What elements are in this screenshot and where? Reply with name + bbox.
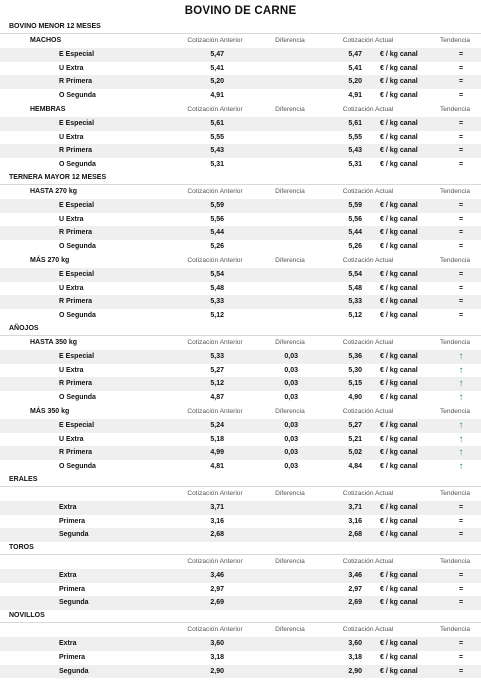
value-anterior: 5,47 [210, 50, 224, 58]
value-unit: € / kg canal [380, 78, 418, 86]
value-anterior: 5,61 [210, 119, 224, 127]
header-diferencia: Diferencia [275, 256, 305, 264]
column-header-row [0, 185, 481, 199]
value-unit: € / kg canal [380, 161, 418, 169]
value-unit: € / kg canal [380, 599, 418, 607]
value-anterior: 5,31 [210, 161, 224, 169]
column-header-row [0, 336, 481, 350]
section-title: TOROS [0, 542, 481, 555]
value-unit: € / kg canal [380, 352, 418, 360]
row-label: E Especial [59, 119, 95, 127]
table-row [0, 569, 481, 583]
value-anterior: 5,33 [210, 298, 224, 306]
section-title: ERALES [0, 474, 481, 487]
value-anterior: 2,69 [210, 599, 224, 607]
value-unit: € / kg canal [380, 380, 418, 388]
header-diferencia: Diferencia [275, 338, 305, 346]
value-unit: € / kg canal [380, 449, 418, 457]
equal-icon: = [458, 229, 464, 237]
value-diferencia: 0,03 [284, 380, 298, 388]
header-tendencia: Tendencia [439, 626, 471, 634]
value-unit: € / kg canal [380, 503, 418, 511]
arrow-up-icon: ↑ [458, 461, 464, 473]
value-anterior: 5,24 [210, 421, 224, 429]
value-anterior: 5,26 [210, 243, 224, 251]
equal-icon: = [458, 92, 464, 100]
value-diferencia: 0,03 [284, 352, 298, 360]
header-diferencia: Diferencia [275, 37, 305, 44]
header-diferencia: Diferencia [275, 489, 305, 497]
arrow-up-icon: ↑ [458, 392, 464, 404]
equal-icon: = [458, 215, 464, 223]
value-actual: 2,97 [348, 585, 362, 593]
value-actual: 5,15 [348, 380, 362, 388]
table-row [0, 460, 481, 474]
value-unit: € / kg canal [380, 640, 418, 648]
header-anterior: Cotización Anterior [187, 407, 243, 415]
table-row [0, 446, 481, 460]
header-tendencia: Tendencia [439, 338, 471, 346]
value-actual: 5,20 [348, 78, 362, 86]
row-label: Segunda [59, 531, 89, 539]
table-row [0, 282, 481, 296]
column-header-row [0, 555, 481, 569]
value-unit: € / kg canal [380, 201, 418, 209]
value-anterior: 5,20 [210, 78, 224, 86]
value-anterior: 3,16 [210, 517, 224, 525]
value-actual: 3,71 [348, 503, 362, 511]
row-label: Segunda [59, 667, 89, 675]
value-actual: 2,68 [348, 531, 362, 539]
header-diferencia: Diferencia [275, 626, 305, 634]
header-diferencia: Diferencia [275, 187, 305, 195]
value-actual: 5,27 [348, 421, 362, 429]
header-tendencia: Tendencia [439, 256, 471, 264]
header-tendencia: Tendencia [439, 558, 471, 566]
value-unit: € / kg canal [380, 284, 418, 292]
row-label: E Especial [59, 421, 95, 429]
equal-icon: = [458, 667, 464, 675]
row-label: R Primera [59, 147, 93, 155]
value-unit: € / kg canal [380, 571, 418, 579]
header-actual: Cotización Actual [342, 489, 394, 497]
value-unit: € / kg canal [380, 270, 418, 278]
row-label: O Segunda [59, 92, 96, 100]
section-title: BOVINO MENOR 12 MESES [0, 21, 481, 34]
value-unit: € / kg canal [380, 585, 418, 593]
header-actual: Cotización Actual [342, 558, 394, 566]
table-row [0, 637, 481, 651]
table-row [0, 62, 481, 76]
row-label: Extra [59, 571, 77, 579]
row-label: Primera [59, 517, 86, 525]
column-header-row [0, 254, 481, 268]
header-actual: Cotización Actual [342, 187, 394, 195]
table-row [0, 117, 481, 131]
table-row [0, 515, 481, 529]
value-unit: € / kg canal [380, 517, 418, 525]
column-header-row [0, 623, 481, 637]
row-label: Primera [59, 585, 86, 593]
equal-icon: = [458, 298, 464, 306]
row-label: O Segunda [59, 312, 96, 320]
value-anterior: 5,33 [210, 352, 224, 360]
equal-icon: = [458, 119, 464, 127]
header-actual: Cotización Actual [342, 37, 394, 44]
value-diferencia: 0,03 [284, 366, 298, 374]
arrow-up-icon: ↑ [458, 378, 464, 390]
row-label: E Especial [59, 270, 95, 278]
value-actual: 4,91 [348, 92, 362, 100]
value-diferencia: 0,03 [284, 449, 298, 457]
value-unit: € / kg canal [380, 229, 418, 237]
equal-icon: = [458, 312, 464, 320]
value-anterior: 5,43 [210, 147, 224, 155]
price-table [0, 21, 481, 678]
value-anterior: 4,99 [210, 449, 224, 457]
row-label: Extra [59, 503, 77, 511]
equal-icon: = [458, 243, 464, 251]
equal-icon: = [458, 147, 464, 155]
value-actual: 5,56 [348, 215, 362, 223]
equal-icon: = [458, 585, 464, 593]
table-row [0, 131, 481, 145]
row-label: O Segunda [59, 463, 96, 471]
column-header-row [0, 103, 481, 117]
row-label: O Segunda [59, 243, 96, 251]
table-row [0, 433, 481, 447]
table-row [0, 89, 481, 103]
row-label: U Extra [59, 366, 84, 374]
page-title: BOVINO DE CARNE [184, 5, 297, 17]
row-label: R Primera [59, 229, 93, 237]
header-anterior: Cotización Anterior [187, 626, 243, 634]
arrow-up-icon: ↑ [458, 364, 464, 376]
table-row [0, 268, 481, 282]
row-label: O Segunda [59, 161, 96, 169]
value-actual: 5,02 [348, 449, 362, 457]
header-anterior: Cotización Anterior [187, 37, 243, 44]
value-actual: 3,16 [348, 517, 362, 525]
equal-icon: = [458, 503, 464, 511]
header-actual: Cotización Actual [342, 338, 394, 346]
value-diferencia: 0,03 [284, 421, 298, 429]
value-anterior: 2,97 [210, 585, 224, 593]
value-unit: € / kg canal [380, 394, 418, 402]
value-anterior: 5,27 [210, 366, 224, 374]
table-row [0, 350, 481, 364]
equal-icon: = [458, 64, 464, 72]
value-unit: € / kg canal [380, 133, 418, 141]
table-row [0, 583, 481, 597]
section-title: AÑOJOS [0, 323, 481, 336]
value-actual: 5,31 [348, 161, 362, 169]
value-actual: 5,26 [348, 243, 362, 251]
value-actual: 5,47 [348, 50, 362, 58]
value-actual: 4,84 [348, 463, 362, 471]
equal-icon: = [458, 531, 464, 539]
value-anterior: 5,12 [210, 312, 224, 320]
table-row [0, 651, 481, 665]
table-row [0, 48, 481, 62]
value-unit: € / kg canal [380, 312, 418, 320]
value-actual: 3,46 [348, 571, 362, 579]
header-diferencia: Diferencia [275, 558, 305, 566]
value-actual: 5,30 [348, 366, 362, 374]
column-header-row [0, 487, 481, 501]
table-row [0, 596, 481, 610]
equal-icon: = [458, 50, 464, 58]
value-anterior: 5,59 [210, 201, 224, 209]
arrow-up-icon: ↑ [458, 419, 464, 431]
value-actual: 5,54 [348, 270, 362, 278]
equal-icon: = [458, 640, 464, 648]
value-anterior: 2,90 [210, 667, 224, 675]
value-unit: € / kg canal [380, 531, 418, 539]
row-label: R Primera [59, 449, 93, 457]
equal-icon: = [458, 78, 464, 86]
row-label: U Extra [59, 64, 84, 72]
value-anterior: 5,44 [210, 229, 224, 237]
table-row [0, 226, 481, 240]
header-actual: Cotización Actual [342, 626, 394, 634]
value-unit: € / kg canal [380, 92, 418, 100]
group-title: HASTA 270 kg [30, 187, 78, 195]
row-label: O Segunda [59, 394, 96, 402]
value-unit: € / kg canal [380, 215, 418, 223]
value-actual: 5,48 [348, 284, 362, 292]
table-row [0, 391, 481, 405]
header-tendencia: Tendencia [439, 489, 471, 497]
value-actual: 5,21 [348, 435, 362, 443]
value-unit: € / kg canal [380, 421, 418, 429]
header-diferencia: Diferencia [275, 105, 305, 113]
value-actual: 5,61 [348, 119, 362, 127]
header-actual: Cotización Actual [342, 407, 394, 415]
column-header-row [0, 405, 481, 419]
table-row [0, 419, 481, 433]
row-label: U Extra [59, 435, 84, 443]
equal-icon: = [458, 517, 464, 525]
arrow-up-icon: ↑ [458, 447, 464, 459]
header-anterior: Cotización Anterior [187, 338, 243, 346]
table-row [0, 364, 481, 378]
table-row [0, 144, 481, 158]
equal-icon: = [458, 599, 464, 607]
equal-icon: = [458, 653, 464, 661]
row-label: U Extra [59, 215, 84, 223]
row-label: U Extra [59, 133, 84, 141]
equal-icon: = [458, 133, 464, 141]
value-anterior: 5,55 [210, 133, 224, 141]
header-actual: Cotización Actual [342, 105, 394, 113]
section-title: TERNERA MAYOR 12 MESES [0, 172, 481, 185]
arrow-up-icon: ↑ [458, 350, 464, 362]
row-label: E Especial [59, 50, 95, 58]
value-actual: 5,36 [348, 352, 362, 360]
value-actual: 2,69 [348, 599, 362, 607]
table-row [0, 528, 481, 542]
row-label: R Primera [59, 298, 93, 306]
section-title: NOVILLOS [0, 610, 481, 623]
value-anterior: 5,56 [210, 215, 224, 223]
value-anterior: 5,48 [210, 284, 224, 292]
equal-icon: = [458, 571, 464, 579]
equal-icon: = [458, 284, 464, 292]
group-title: MACHOS [30, 37, 62, 44]
header-diferencia: Diferencia [275, 407, 305, 415]
value-diferencia: 0,03 [284, 435, 298, 443]
value-unit: € / kg canal [380, 50, 418, 58]
value-anterior: 3,71 [210, 503, 224, 511]
table-row [0, 158, 481, 172]
value-actual: 5,44 [348, 229, 362, 237]
row-label: R Primera [59, 78, 93, 86]
value-actual: 5,55 [348, 133, 362, 141]
value-anterior: 2,68 [210, 531, 224, 539]
header-tendencia: Tendencia [439, 37, 471, 44]
arrow-up-icon: ↑ [458, 433, 464, 445]
table-row [0, 665, 481, 679]
value-anterior: 5,54 [210, 270, 224, 278]
value-unit: € / kg canal [380, 667, 418, 675]
table-row [0, 309, 481, 323]
header-anterior: Cotización Anterior [187, 187, 243, 195]
table-row [0, 199, 481, 213]
group-title: MÁS 270 kg [30, 256, 70, 264]
equal-icon: = [458, 201, 464, 209]
table-row [0, 75, 481, 89]
value-unit: € / kg canal [380, 463, 418, 471]
value-anterior: 3,18 [210, 653, 224, 661]
value-anterior: 3,46 [210, 571, 224, 579]
value-unit: € / kg canal [380, 243, 418, 251]
value-anterior: 5,41 [210, 64, 224, 72]
value-diferencia: 0,03 [284, 463, 298, 471]
value-actual: 2,90 [348, 667, 362, 675]
title-bar [0, 0, 481, 22]
header-tendencia: Tendencia [439, 407, 471, 415]
value-anterior: 4,81 [210, 463, 224, 471]
value-unit: € / kg canal [380, 366, 418, 374]
group-title: MÁS 350 kg [30, 407, 70, 415]
table-row [0, 377, 481, 391]
value-actual: 4,90 [348, 394, 362, 402]
value-actual: 5,43 [348, 147, 362, 155]
value-actual: 3,60 [348, 640, 362, 648]
header-tendencia: Tendencia [439, 105, 471, 113]
value-actual: 5,12 [348, 312, 362, 320]
value-anterior: 5,18 [210, 435, 224, 443]
table-row [0, 213, 481, 227]
value-unit: € / kg canal [380, 147, 418, 155]
value-diferencia: 0,03 [284, 394, 298, 402]
column-header-row [0, 34, 481, 48]
value-actual: 5,59 [348, 201, 362, 209]
row-label: U Extra [59, 284, 84, 292]
row-label: E Especial [59, 352, 95, 360]
header-anterior: Cotización Anterior [187, 256, 243, 264]
value-unit: € / kg canal [380, 653, 418, 661]
value-anterior: 4,87 [210, 394, 224, 402]
row-label: E Especial [59, 201, 95, 209]
value-actual: 5,33 [348, 298, 362, 306]
table-row [0, 295, 481, 309]
row-label: Segunda [59, 599, 89, 607]
value-anterior: 4,91 [210, 92, 224, 100]
value-actual: 5,41 [348, 64, 362, 72]
value-anterior: 5,12 [210, 380, 224, 388]
header-anterior: Cotización Anterior [187, 105, 243, 113]
row-label: R Primera [59, 380, 93, 388]
table-row [0, 240, 481, 254]
equal-icon: = [458, 270, 464, 278]
header-anterior: Cotización Anterior [187, 489, 243, 497]
value-unit: € / kg canal [380, 64, 418, 72]
value-unit: € / kg canal [380, 298, 418, 306]
value-unit: € / kg canal [380, 119, 418, 127]
table-row [0, 501, 481, 515]
value-unit: € / kg canal [380, 435, 418, 443]
header-tendencia: Tendencia [439, 187, 471, 195]
value-anterior: 3,60 [210, 640, 224, 648]
header-anterior: Cotización Anterior [187, 558, 243, 566]
equal-icon: = [458, 161, 464, 169]
group-title: HEMBRAS [30, 105, 66, 113]
row-label: Extra [59, 640, 77, 648]
group-title: HASTA 350 kg [30, 338, 78, 346]
value-actual: 3,18 [348, 653, 362, 661]
row-label: Primera [59, 653, 86, 661]
header-actual: Cotización Actual [342, 256, 394, 264]
